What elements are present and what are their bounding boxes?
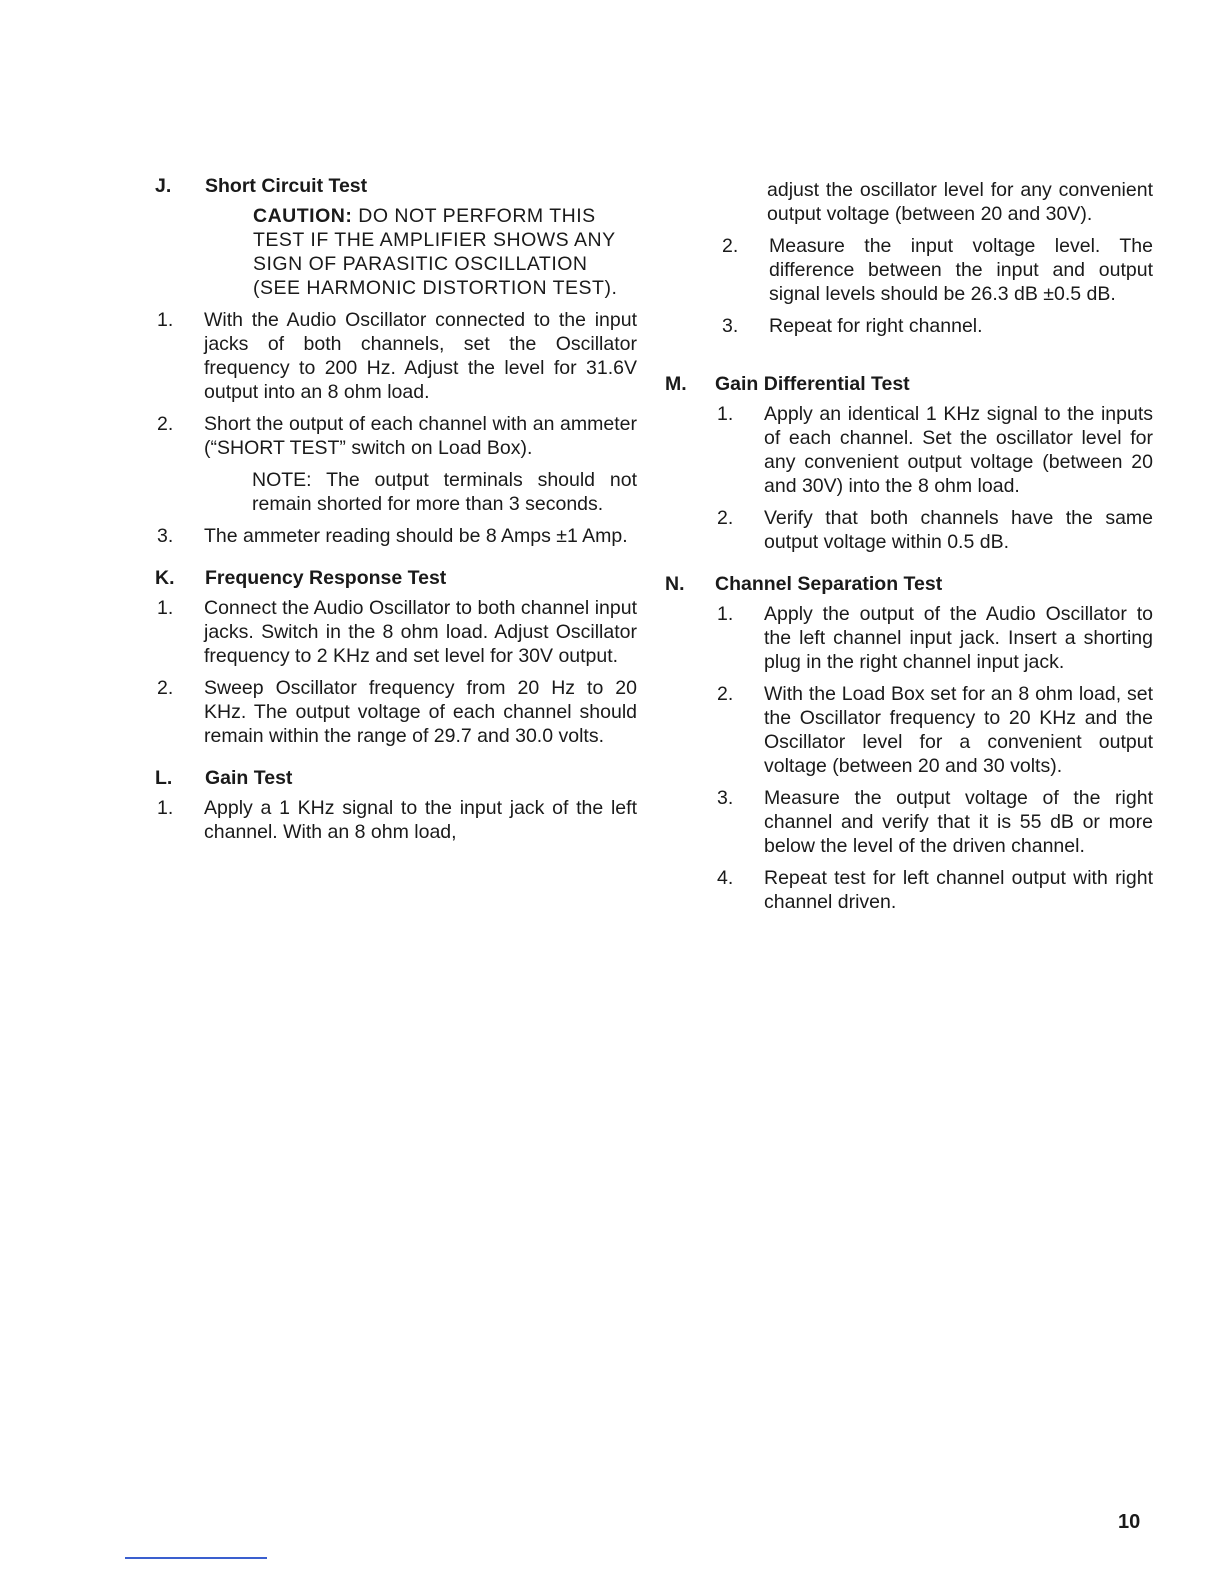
item-number: 2. [722,235,739,257]
section-l [155,766,637,844]
note-block: NOTE: The output terminals should not remain shorted for more than 3 seconds. [252,469,637,515]
section-title: Short Circuit Test [205,175,368,197]
item-text: Verify that both channels have the same output voltage within 0.5 dB. [764,507,1153,553]
item-number: 3. [717,787,734,809]
section-letter: J. [155,175,172,197]
page-number: 10 [1118,1511,1141,1533]
list-item [155,308,637,404]
left-column [155,174,637,852]
list-item [155,676,637,748]
item-number: 3. [722,315,739,337]
list-item [155,524,637,548]
item-text: Connect the Audio Oscillator to both channel input jacks. Switch in the 8 ohm load. Adjust Oscillator frequency to 2 KHz and set level for 30V output. [204,597,637,667]
section-letter: L. [155,767,173,789]
item-number: 1. [157,797,174,819]
item-text: Measure the input voltage level. The difference between the input and output signal levels should be 26.3 dB ±0.5 dB. [769,235,1153,305]
item-text: Measure the output voltage of the right channel and verify that it is 55 dB or more below the level of the driven channel. [764,787,1153,857]
section-k [155,566,637,748]
item-number: 1. [157,597,174,619]
section-title: Channel Separation Test [715,573,943,595]
section-k-heading [155,566,637,590]
right-column [665,178,1153,922]
list-item [715,682,1153,778]
item-text: Repeat for right channel. [769,315,983,337]
section-letter: K. [155,567,175,589]
section-m-heading [665,372,1153,396]
item-text: Sweep Oscillator frequency from 20 Hz to 20 KHz. The output voltage of each channel should remain within the range of 29.7 and 30.0 volts. [204,677,637,747]
section-n-heading [665,572,1153,596]
item-number: 2. [717,683,734,705]
section-m [665,372,1153,554]
item-text: The ammeter reading should be 8 Amps ±1 Amp. [204,525,628,547]
item-text: Apply the output of the Audio Oscillator to the left channel input jack. Insert a shorting plug in the right channel input jack. [764,603,1153,673]
section-l-continued [665,178,1153,338]
section-n [665,572,1153,914]
section-letter: M. [665,373,687,395]
section-title: Gain Test [205,767,293,789]
list-item [155,412,637,516]
item-number: 4. [717,867,734,889]
list-item [715,402,1153,498]
item-text: Short the output of each channel with an ammeter (“SHORT TEST” switch on Load Box). [204,413,637,459]
item-number: 1. [717,603,734,625]
footer-rule [125,1557,267,1559]
item-text: Repeat test for left channel output with right channel driven. [764,867,1153,913]
item-number: 1. [717,403,734,425]
section-j [155,174,637,548]
list-item [715,866,1153,914]
item-number: 2. [157,413,174,435]
item-text: Apply an identical 1 KHz signal to the inputs of each channel. Set the oscillator level for any convenient output voltage (between 20 and 30V) into the 8 ohm load. [764,403,1153,497]
caution-text: DO NOT PERFORM THIS TEST IF THE AMPLIFIER SHOWS ANY SIGN OF PARASITIC OSCILLATION (SEE HARMONIC DISTORTION TEST). [253,205,618,299]
list-item [155,596,637,668]
item-text: Apply a 1 KHz signal to the input jack of the left channel. With an 8 ohm load, [204,797,637,843]
item-number: 3. [157,525,174,547]
item-number: 2. [157,677,174,699]
list-item [720,314,1153,338]
list-item [720,234,1153,306]
list-item [715,786,1153,858]
continuation-text: adjust the oscillator level for any convenient output voltage (between 20 and 30V). [767,179,1153,225]
item-number: 1. [157,309,174,331]
section-title: Frequency Response Test [205,567,447,589]
item-text: With the Audio Oscillator connected to the input jacks of both channels, set the Oscillator frequency to 200 Hz. Adjust the level for 31.6V output into an 8 ohm load. [204,309,637,403]
list-item [715,506,1153,554]
list-item [155,796,637,844]
caution-block [253,204,637,300]
list-item [715,602,1153,674]
section-l-heading [155,766,637,790]
section-j-heading [155,174,637,198]
item-number: 2. [717,507,734,529]
caution-label: CAUTION: [253,205,353,227]
section-title: Gain Differential Test [715,373,910,395]
section-letter: N. [665,573,685,595]
item-text: With the Load Box set for an 8 ohm load, set the Oscillator frequency to 20 KHz and the Oscillator level for a convenient output voltage (between 20 and 30 volts). [764,683,1153,777]
